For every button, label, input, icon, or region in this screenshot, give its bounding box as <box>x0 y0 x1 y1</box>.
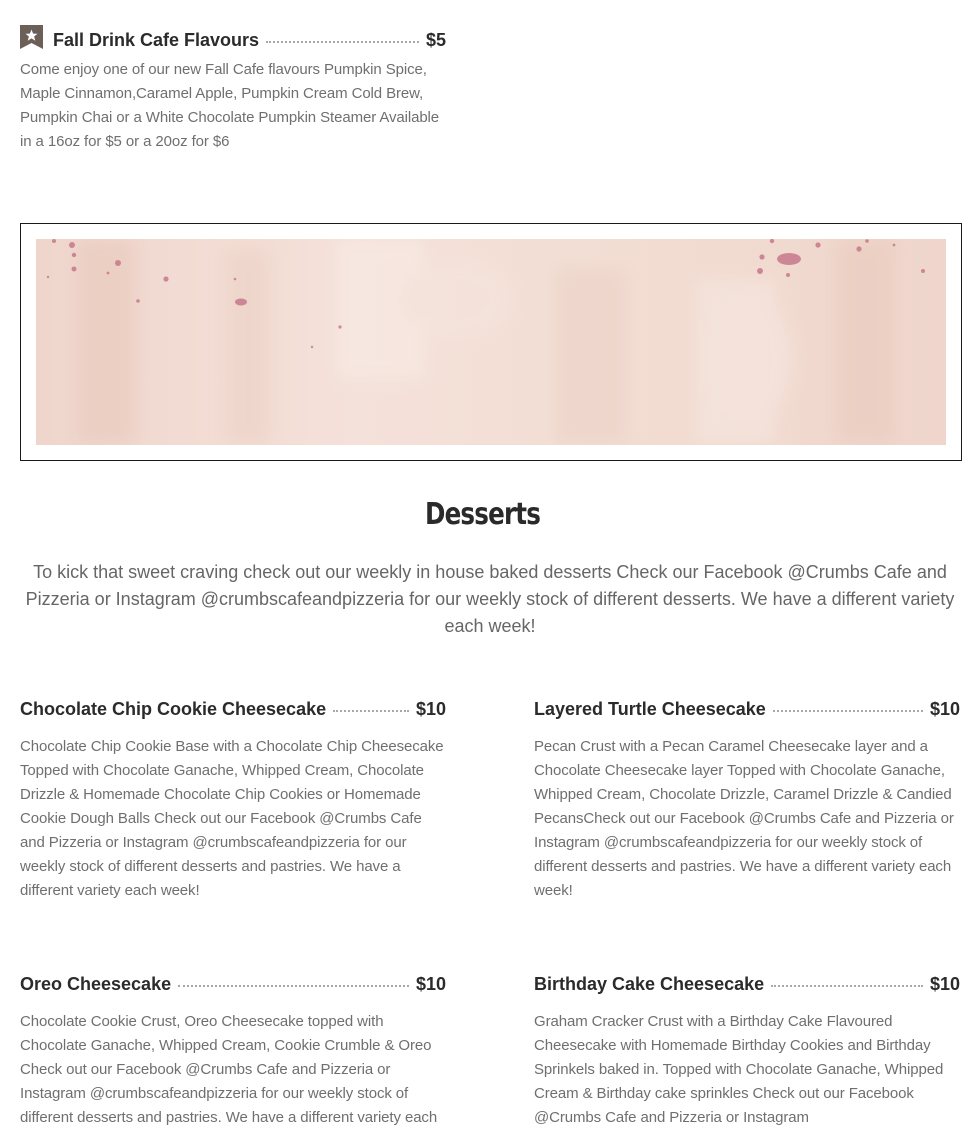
menu-item-name: Oreo Cheesecake <box>20 974 172 994</box>
menu-item-header <box>20 22 446 50</box>
menu-item-featured <box>20 22 446 154</box>
dotted-leader <box>773 710 923 712</box>
menu-item <box>534 974 960 1130</box>
menu-item-header <box>534 974 960 998</box>
menu-item-price: $10 <box>929 699 960 719</box>
menu-item <box>20 974 446 1130</box>
menu-item-description: Come enjoy one of our new Fall Cafe flavours Pumpkin Spice, Maple Cinnamon,Caramel Apple, Pumpkin Cream Cold Brew, Pumpkin Chai or a White Chocolate Pumpkin Steamer Available in a 16oz for $5 or a 20oz for $6 <box>20 61 440 150</box>
menu-item-name: Layered Turtle Cheesecake <box>534 699 766 719</box>
dotted-leader <box>266 41 419 43</box>
section-description: To kick that sweet craving check out our weekly in house baked desserts Check our Facebook @Crumbs Cafe and Pizzeria or Instagram @crumbscafeandpizzeria for our weekly stock of different desserts. We have a different variety each week! <box>25 562 955 636</box>
menu-item-description: Chocolate Cookie Crust, Oreo Cheesecake topped with Chocolate Ganache, Whipped Cream, Cookie Crumble & Oreo Check out our Facebook @Crumbs Cafe and Pizzeria or Instagram @crumbscafeandpizzeria for our weekly stock of different desserts and pastries. We have a different variety each <box>20 1013 438 1126</box>
watercolor-banner-image <box>36 239 946 445</box>
dotted-leader <box>178 985 409 987</box>
menu-item-header <box>20 974 446 998</box>
menu-item-description: Graham Cracker Crust with a Birthday Cake Flavoured Cheesecake with Homemade Birthday Cookies and Birthday Sprinkels baked in. Topped with Chocolate Ganache, Whipped Cream & Birthday cake sprinkles Check out our Facebook @Crumbs Cafe and Pizzeria or Instagram <box>534 1013 944 1126</box>
menu-item-name: Birthday Cake Cheesecake <box>534 974 765 994</box>
menu-item-name: Fall Drink Cafe Flavours <box>53 30 260 50</box>
menu-item-header <box>534 699 960 723</box>
menu-item-header <box>20 699 446 723</box>
menu-item-name: Chocolate Chip Cookie Cheesecake <box>20 699 327 719</box>
menu-item <box>20 699 446 903</box>
dotted-leader <box>333 710 409 712</box>
banner-frame <box>20 223 962 461</box>
menu-item-price: $10 <box>415 699 446 719</box>
menu-item-price: $5 <box>425 30 446 50</box>
menu-item-price: $10 <box>415 974 446 994</box>
menu-item-description: Chocolate Chip Cookie Base with a Chocolate Chip Cheesecake Topped with Chocolate Ganache, Whipped Cream, Chocolate Drizzle & Homemade Chocolate Chip Cookies or Homemade Cookie Dough Balls Check out our Facebook @Crumbs Cafe and Pizzeria or Instagram @crumbscafeandpizzeria for our weekly stock of different desserts and pastries. We have a different variety each week! <box>20 738 444 899</box>
star-bookmark-icon <box>20 25 43 49</box>
menu-item <box>534 699 960 903</box>
section-title: Desserts <box>424 497 541 532</box>
menu-item-price: $10 <box>929 974 960 994</box>
dotted-leader <box>771 985 923 987</box>
menu-item-description: Pecan Crust with a Pecan Caramel Cheesecake layer and a Chocolate Cheesecake layer Topped with Chocolate Ganache, Whipped Cream, Chocolate Drizzle, Caramel Drizzle & Candied PecansCheck out our Facebook @Crumbs Cafe and Pizzeria or Instagram @crumbscafeandpizzeria for our weekly stock of different desserts and pastries. We have a different variety each week! <box>534 738 954 899</box>
